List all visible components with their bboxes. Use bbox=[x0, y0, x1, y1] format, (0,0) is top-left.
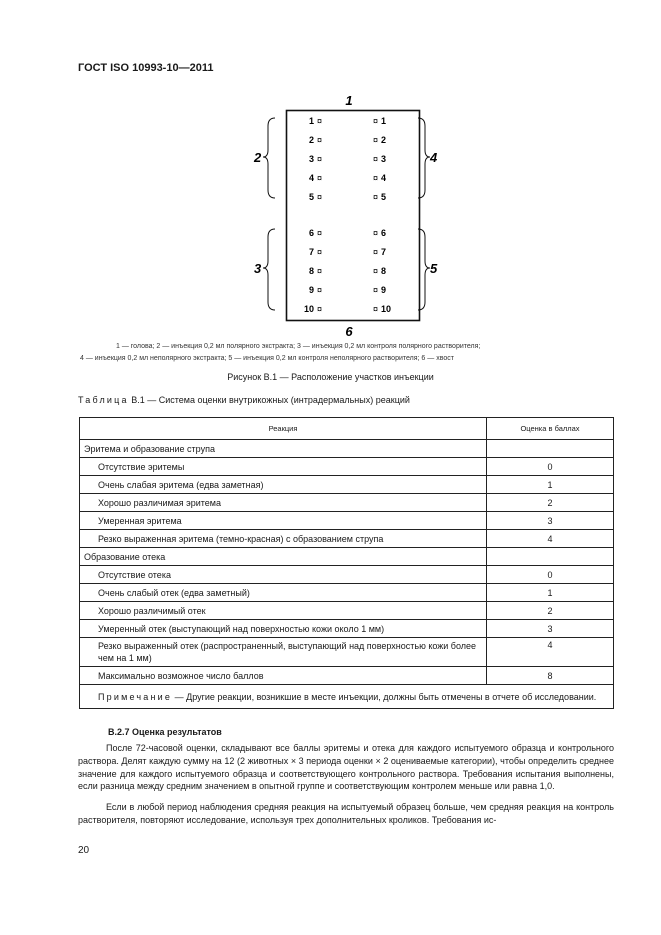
table-cell: Очень слабый отек (едва заметный) bbox=[80, 584, 487, 602]
column-header-reaction: Реакция bbox=[80, 418, 487, 440]
table-row bbox=[80, 566, 614, 584]
site-number-right: 7 bbox=[381, 247, 387, 257]
injection-site-left-icon: ¤ bbox=[317, 116, 323, 126]
table-cell: 3 bbox=[487, 620, 614, 638]
table-caption-text: В.1 — Система оценки внутрикожных (интрадермальных) реакций bbox=[131, 395, 410, 405]
animal-back-outline bbox=[287, 111, 420, 321]
injection-site-left-icon: ¤ bbox=[317, 173, 323, 183]
table-cell: 0 bbox=[487, 566, 614, 584]
table-cell: 1 bbox=[487, 476, 614, 494]
table-cell: Резко выраженная эритема (темно-красная) с образованием струпа bbox=[80, 530, 487, 548]
note-prefix: Примечание bbox=[98, 691, 173, 702]
table-cell: Очень слабая эритема (едва заметная) bbox=[80, 476, 487, 494]
injection-site-left-icon: ¤ bbox=[317, 285, 323, 295]
injection-site-left-icon: ¤ bbox=[317, 228, 323, 238]
table-caption bbox=[78, 395, 410, 405]
table-cell: Резко выраженный отек (распространенный, выступающий над поверхностью кожи более чем на 1 мм) bbox=[80, 638, 487, 667]
section-title: В.2.7 Оценка результатов bbox=[108, 727, 222, 737]
site-number-left: 9 bbox=[308, 285, 314, 295]
site-number-left: 10 bbox=[303, 304, 314, 314]
table-row bbox=[80, 458, 614, 476]
table-header-row bbox=[80, 418, 614, 440]
site-number-left: 3 bbox=[308, 154, 314, 164]
injection-site-left-icon: ¤ bbox=[317, 135, 323, 145]
table-row bbox=[80, 638, 614, 667]
site-number-left: 1 bbox=[308, 116, 314, 126]
scoring-table bbox=[79, 417, 614, 709]
group-edema: Образование отека bbox=[80, 548, 487, 566]
table-cell bbox=[80, 685, 614, 709]
injection-sites-figure bbox=[240, 88, 440, 338]
figure-legend-line-2: 4 — инъекция 0,2 мл неполярного экстракта; 5 — инъекция 0,2 мл контроля неполярного растворителя; 6 — хвост bbox=[80, 355, 454, 362]
injection-site-right-icon: ¤ bbox=[373, 266, 379, 276]
table-row bbox=[80, 620, 614, 638]
table-row bbox=[80, 476, 614, 494]
table-cell bbox=[487, 548, 614, 566]
table-note-row bbox=[80, 685, 614, 709]
bracket-left-top bbox=[263, 118, 275, 198]
injection-site-right-icon: ¤ bbox=[373, 228, 379, 238]
label-group-4: 4 bbox=[430, 150, 438, 165]
injection-site-right-icon: ¤ bbox=[373, 154, 379, 164]
table-cell: Отсутствие эритемы bbox=[80, 458, 487, 476]
paragraph-1: После 72-часовой оценки, складывают все баллы эритемы и отека для каждого испытуемого образца и контрольного раствора. Делят каждую сумму на 12 (2 животных × 3 периода оценки × 2 оцениваемые категории), чтобы определить среднее значение для каждого испытуемого образца и соответствующего контрольного раствора. Требования испытания выполнены, если разница между средним значением в опытной группе и соответствующим контролем меньше или равна 1,0. bbox=[78, 743, 614, 792]
table-cell: Умеренный отек (выступающий над поверхностью кожи около 1 мм) bbox=[80, 620, 487, 638]
table-cell: 3 bbox=[487, 512, 614, 530]
table-cell: Хорошо различимая эритема bbox=[80, 494, 487, 512]
table-cell bbox=[487, 440, 614, 458]
table-row bbox=[80, 494, 614, 512]
injection-site-right-icon: ¤ bbox=[373, 285, 379, 295]
label-group-3: 3 bbox=[254, 261, 262, 276]
paragraph-2: Если в любой период наблюдения средняя реакция на испытуемый образец больше, чем средняя реакция на контроль растворителя, повторяют исследование, используя трех дополнительных кроликов. Требования ис- bbox=[78, 802, 614, 825]
label-head: 1 bbox=[345, 93, 353, 108]
injection-site-right-icon: ¤ bbox=[373, 192, 379, 202]
table-row bbox=[80, 584, 614, 602]
injection-site-left-icon: ¤ bbox=[317, 304, 323, 314]
site-number-right: 6 bbox=[381, 228, 387, 238]
site-number-left: 4 bbox=[308, 173, 314, 183]
injection-site-right-icon: ¤ bbox=[373, 304, 379, 314]
table-group-row bbox=[80, 548, 614, 566]
site-number-left: 8 bbox=[308, 266, 314, 276]
injection-site-right-icon: ¤ bbox=[373, 135, 379, 145]
site-number-left: 7 bbox=[308, 247, 314, 257]
label-group-5: 5 bbox=[430, 261, 438, 276]
table-cell: 2 bbox=[487, 494, 614, 512]
table-cell: Умеренная эритема bbox=[80, 512, 487, 530]
site-number-right: 2 bbox=[381, 135, 387, 145]
site-number-left: 5 bbox=[308, 192, 314, 202]
label-tail: 6 bbox=[345, 324, 353, 338]
column-header-score: Оценка в баллах bbox=[487, 418, 614, 440]
injection-site-left-icon: ¤ bbox=[317, 154, 323, 164]
table-caption-prefix: Таблица bbox=[78, 395, 129, 405]
injection-site-rows bbox=[304, 116, 391, 314]
table-cell: 4 bbox=[487, 530, 614, 548]
site-number-right: 8 bbox=[381, 266, 387, 276]
injection-site-left-icon: ¤ bbox=[317, 247, 323, 257]
site-number-left: 6 bbox=[308, 228, 314, 238]
table-cell: 2 bbox=[487, 602, 614, 620]
site-number-right: 10 bbox=[381, 304, 392, 314]
figure-legend-line-1: 1 — голова; 2 — инъекция 0,2 мл полярного экстракта; 3 — инъекция 0,2 мл контроля полярного растворителя; bbox=[116, 343, 481, 350]
table-row bbox=[80, 512, 614, 530]
site-number-right: 5 bbox=[381, 192, 387, 202]
page-number: 20 bbox=[78, 845, 90, 856]
table-cell: 0 bbox=[487, 458, 614, 476]
table-cell: Хорошо различимый отек bbox=[80, 602, 487, 620]
injection-site-right-icon: ¤ bbox=[373, 116, 379, 126]
table-cell: Отсутствие отека bbox=[80, 566, 487, 584]
table-cell: 4 bbox=[487, 638, 614, 667]
table-cell: Максимально возможное число баллов bbox=[80, 667, 487, 685]
injection-site-left-icon: ¤ bbox=[317, 192, 323, 202]
site-number-right: 3 bbox=[381, 154, 387, 164]
figure-title: Рисунок В.1 — Расположение участков инъекции bbox=[227, 372, 434, 382]
table-row bbox=[80, 602, 614, 620]
table-cell: 8 bbox=[487, 667, 614, 685]
table-row bbox=[80, 530, 614, 548]
bracket-left-bottom bbox=[263, 229, 275, 310]
site-number-left: 2 bbox=[308, 135, 314, 145]
note-text: — Другие реакции, возникшие в месте инъекции, должны быть отмечены в отчете об исследовании. bbox=[174, 691, 597, 702]
injection-site-right-icon: ¤ bbox=[373, 173, 379, 183]
injection-site-left-icon: ¤ bbox=[317, 266, 323, 276]
document-header: ГОСТ ISO 10993-10—2011 bbox=[78, 62, 214, 74]
site-number-right: 9 bbox=[381, 285, 387, 295]
site-number-right: 1 bbox=[381, 116, 387, 126]
table-cell: 1 bbox=[487, 584, 614, 602]
injection-site-right-icon: ¤ bbox=[373, 247, 379, 257]
site-number-right: 4 bbox=[381, 173, 387, 183]
group-erythema: Эритема и образование струпа bbox=[80, 440, 487, 458]
table-group-row bbox=[80, 440, 614, 458]
table-row-max bbox=[80, 667, 614, 685]
label-group-2: 2 bbox=[254, 150, 262, 165]
